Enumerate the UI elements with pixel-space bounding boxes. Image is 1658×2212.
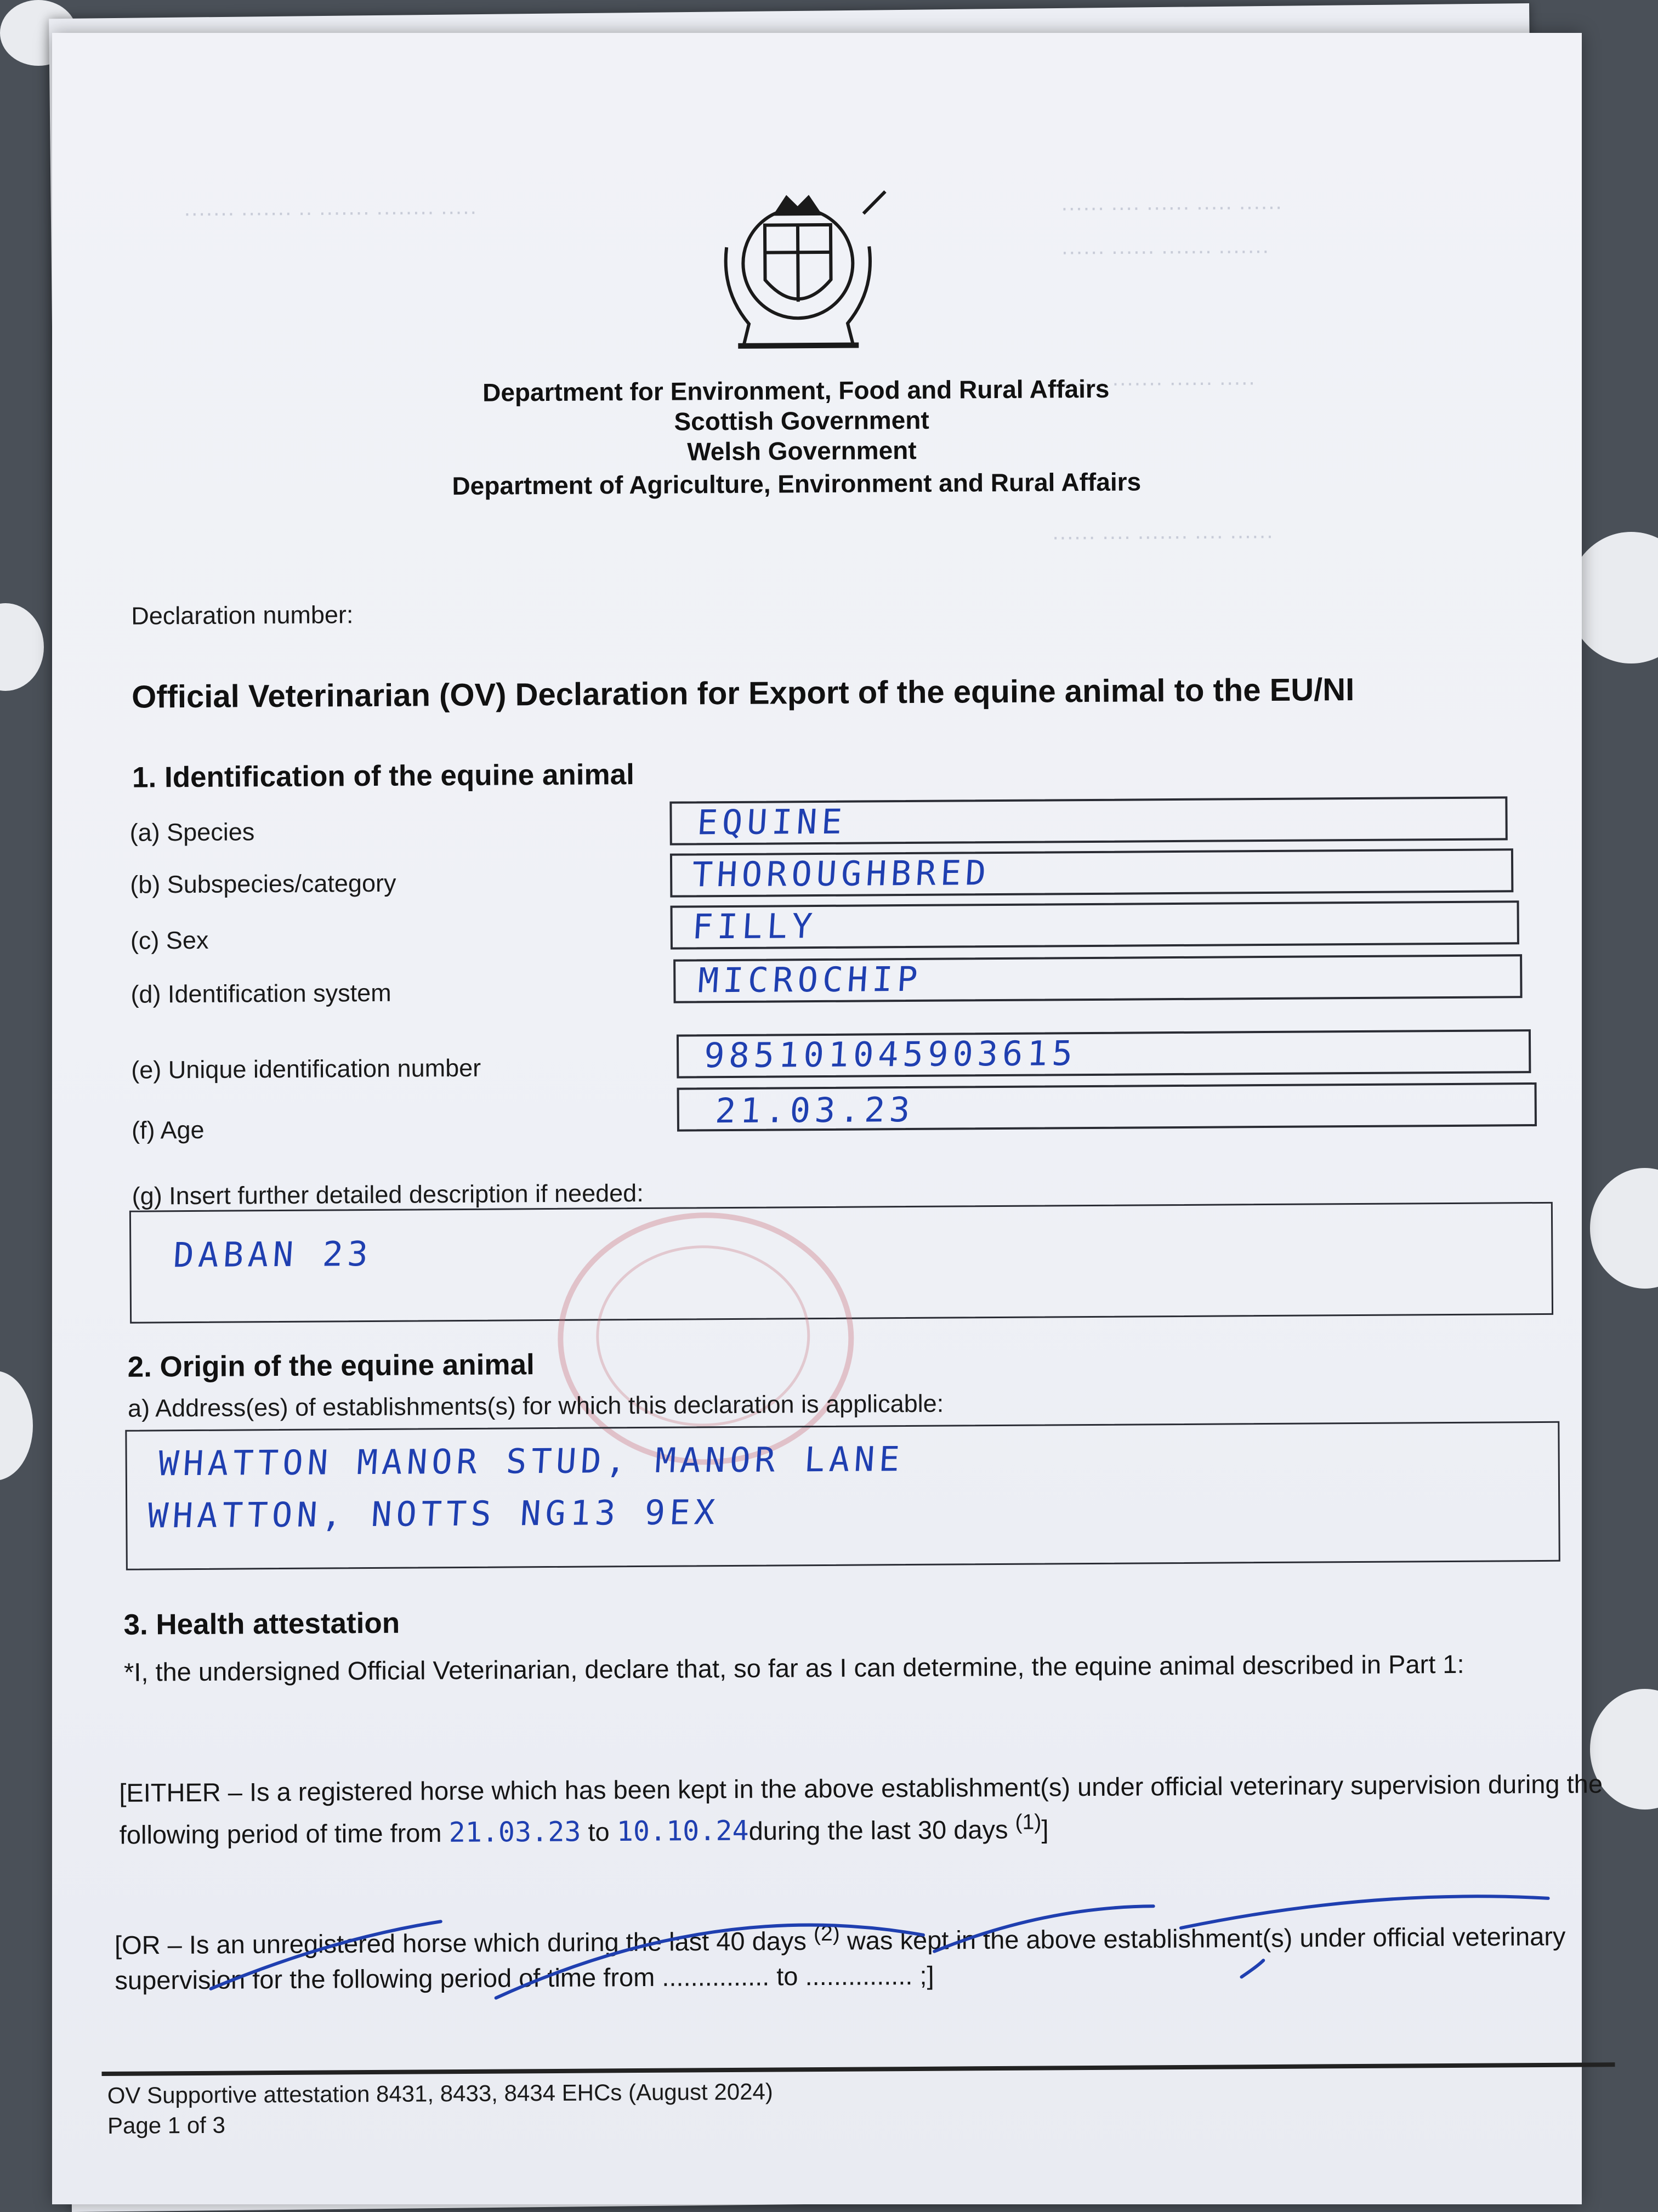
either-clause (119, 1766, 1616, 1852)
either-footnote-ref: (1) (1015, 1810, 1042, 1834)
tablecloth-dot (0, 603, 44, 691)
section1-heading: 1. Identification of the equine animal (132, 758, 635, 794)
tablecloth-dot (1590, 1168, 1658, 1289)
section2-heading: 2. Origin of the equine animal (127, 1348, 535, 1383)
unique-id-value: 985101045903615 (702, 1033, 1078, 1076)
subspecies-label: (b) Subspecies/category (130, 869, 396, 899)
document-page (52, 33, 1603, 2204)
either-to-date: 10.10.24 (616, 1814, 749, 1847)
declaration-number-label: Declaration number: (131, 600, 354, 630)
or-clause (115, 1912, 1617, 1998)
footer-attestation: OV Supportive attestation 8431, 8433, 8434 EHCs (August 2024) (107, 2078, 773, 2108)
footer-rule (101, 2062, 1615, 2076)
bleed-through-text: ······ ····· ······ ···· ······ (1060, 194, 1282, 220)
either-text-2: during the last 30 days (748, 1814, 1015, 1846)
address-line-2: WHATTON, NOTTS NG13 9EX (146, 1492, 721, 1536)
age-value: 21.03.23 (714, 1089, 916, 1131)
bleed-through-text: ····· ········ ······· ·· ······· ······· (183, 199, 478, 226)
page-number: Page 1 of 3 (107, 2112, 226, 2139)
tablecloth-dot (0, 1371, 33, 1481)
identification-system-label: (d) Identification system (130, 978, 391, 1008)
intro-text: *I, the undersigned Official Veterinarian, declare that, so far as I can determine, the equine animal described in Part 1: (123, 1649, 1464, 1687)
sex-value: FILLY (691, 906, 818, 947)
bleed-through-text: ······ ···· ······· ···· ······ (1052, 523, 1274, 549)
department-line: Scottish Government (674, 405, 929, 436)
address-line-1: WHATTON MANOR STUD, MANOR LANE (157, 1439, 905, 1484)
or-text: [OR – Is an unregistered horse which during the last 40 days (114, 1926, 814, 1960)
sex-label: (c) Sex (130, 926, 209, 955)
department-line: Welsh Government (687, 435, 917, 466)
bleed-through-text: ····· ······ ······· ······ (1061, 370, 1256, 396)
section3-heading: 3. Health attestation (123, 1607, 400, 1641)
species-label: (a) Species (129, 818, 255, 847)
either-text: [EITHER – Is a registered horse which has been kept in the above establishment(s) under official veterinary supervision during the following period of time from (119, 1769, 1603, 1850)
subspecies-value: THOROUGHBRED (690, 853, 992, 895)
either-to-word: to (581, 1817, 617, 1847)
species-value: EQUINE (696, 801, 848, 843)
royal-coat-of-arms-icon (704, 180, 892, 368)
identification-system-value: MICROCHIP (697, 958, 923, 1001)
description-value: DABAN 23 (172, 1233, 374, 1275)
or-text-2: was kept in the above establishment(s) under official veterinary supervision for the following period of time from ............... to ............... ;] (115, 1921, 1566, 1995)
bleed-through-text: ······· ······· ······ ······ (1061, 238, 1270, 264)
department-line: Department of Agriculture, Environment and Rural Affairs (452, 467, 1142, 501)
document-title: Official Veterinarian (OV) Declaration for Export of the equine animal to the EU/NI (131, 672, 1355, 715)
department-line: Department for Environment, Food and Rural Affairs (482, 374, 1110, 407)
either-from-date: 21.03.23 (448, 1816, 581, 1848)
or-footnote-ref: (2) (813, 1921, 840, 1946)
age-label: (f) Age (131, 1115, 205, 1144)
health-attestation-intro (124, 1646, 1604, 1689)
either-close: ] (1041, 1814, 1049, 1844)
address-label: a) Address(es) of establishments(s) for which this declaration is applicable: (127, 1389, 944, 1422)
description-label: (g) Insert further detailed description if needed: (132, 1178, 644, 1210)
unique-id-label: (e) Unique identification number (131, 1053, 481, 1084)
